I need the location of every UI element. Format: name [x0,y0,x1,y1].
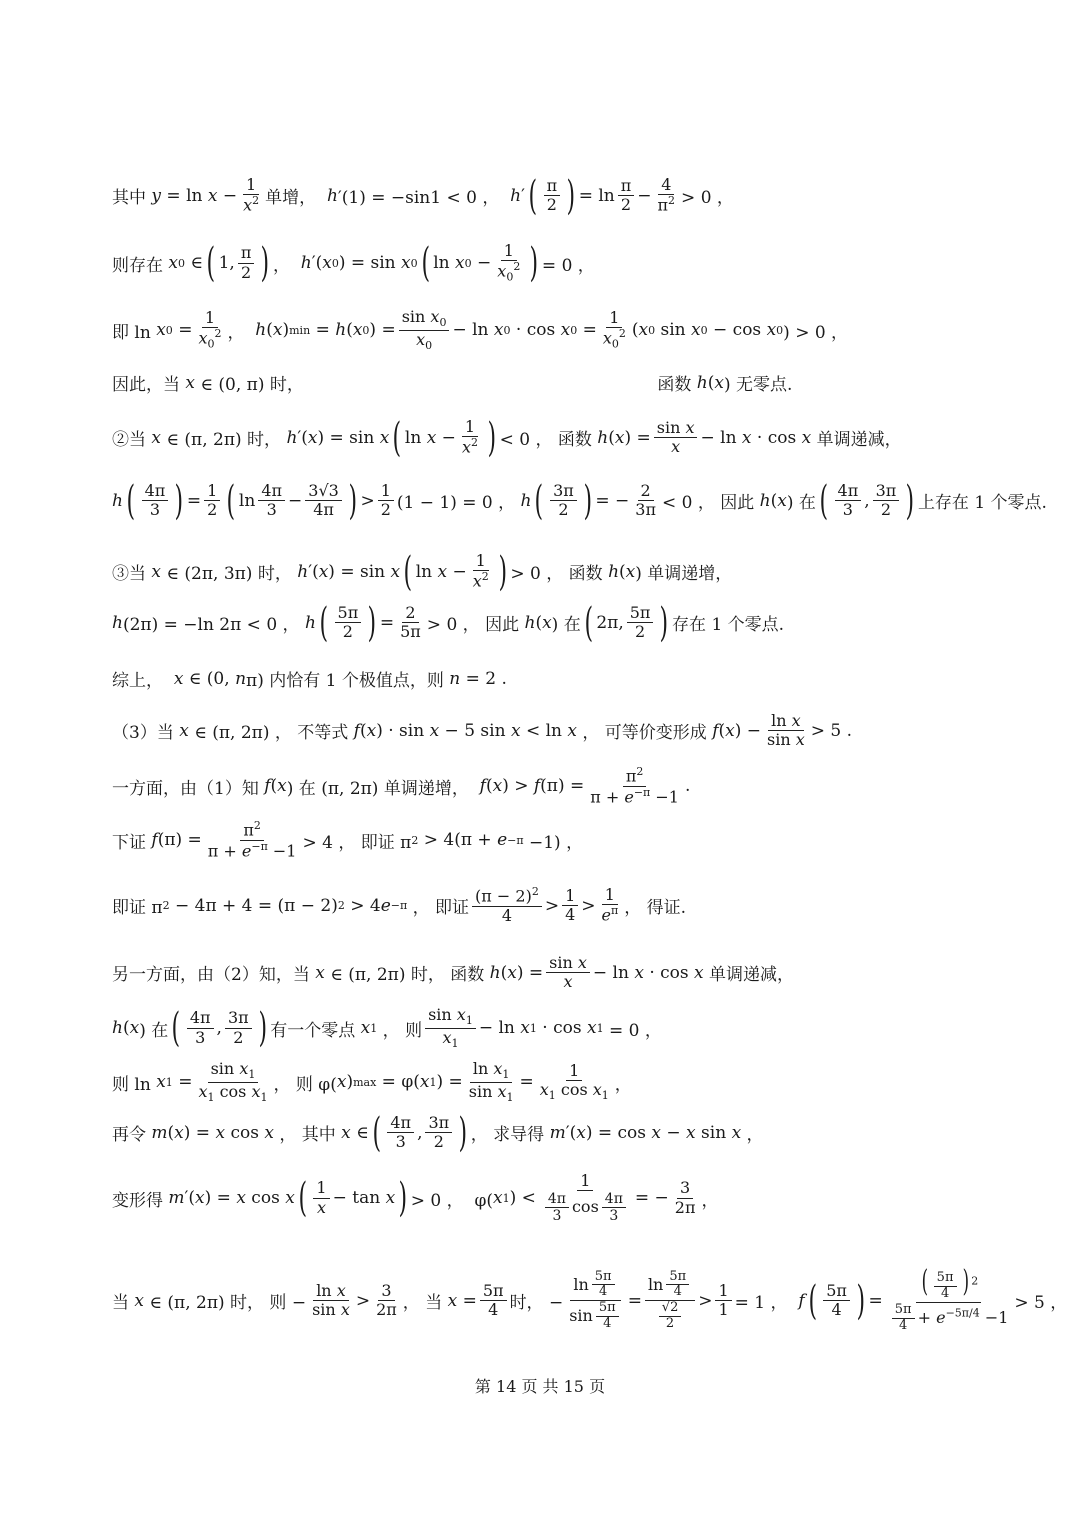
math-line-14: 另一方面，由（2）知，当 x ∈ (π, 2π) 时， 函数 h ( x ) = $\frac{\text{sin x}}{x}$ − ln x · cos x 单调递减， [112,953,795,992]
math-line-10: （3）当 x ∈ (π, 2π) ， 不等式 f ( x ) · sin x − 5 sin x < ln x ， 可等价变形成 f ( x ) − $\frac{\text{ln x}}{\text{sin x}}$ > 5 . [112,711,853,750]
math-line-12: 下证 f (π) = $\frac{\pi^2}{\pi + e^{-\pi} -1}$ > 4 ， 即证 π 2 > 4(π + e −π −1) ， [112,819,584,861]
page-footer: 第 14 页 共 15 页 [474,1377,606,1396]
math-line-15: h ( x ) 在 ( $\frac{4\pi}{3}$ , $\frac{3\pi}{2}$ ) 有一个零点 x 1 ， 则 $\frac{\sin x_1}{x_1}$ − ln x 1 · cos x 1 = 0 ， [112,1005,662,1052]
math-line-11: 一方面，由（1）知 f ( x ) 在 (π, 2π) 单调递增， f ( x ) > f (π) = $\frac{\pi^2}{\pi + e^{-\pi} -1}$ . [112,765,691,807]
math-line-13: 即证 π 2 − 4π + 4 = (π − 2) 2 > 4 e −π ， 即证 $\frac{(\pi - 2)^2}{4}$ > $\frac{1}{4}$ > $\frac{1}{e^\pi}$ ， 得证. [112,885,687,925]
math-line-5: ②当 x ∈ (π, 2π) 时， h ′( x ) = sin x ( ln x − $\frac{1}{x^2}$ ) < 0 ， 函数 h ( x ) = $\frac{\text{sin x}}{x}$ − ln x · cos x 单调递减， [112,414,902,461]
math-line-19: 当 x ∈ (π, 2π) 时， 则 − $\frac{\text{ln x}}{\text{sin x}}$ > $\frac{3}{2\pi}$ ， 当 x = $\frac{5\pi}{4}$ 时， − ln $\frac{5\pi}{4}$ sin $\frac{5\pi}{4}$ = ln $\frac{5\pi}{4}$ $\frac{√2}{2}$ > $\frac{1}{1}$ = 1 ， f ( $\frac{5\pi}{4}$ ) = ( $\frac{5\pi}{4}$ ) $^2$ $\frac{5\pi}{4}$ + $e^{-5\pi/4} -1$ > 5 ， [112,1264,1068,1333]
math-line-3: 即 ln x 0 = $\frac{1}{x_0^2}$ ， h ( x ) min = h ( x 0 ) = $\frac{\sin x_0}{x_0}$ − ln x 0 · cos x 0 = $\frac{1}{x_0^2}$ ( x 0 sin x 0 − cos x 0 ) > 0 ， [112,307,849,353]
math-line-4: 因此，当 x ∈ (0, π) 时， 函数 h ( x ) 无零点. [112,372,793,395]
math-line-16: 则 ln x 1 = $\frac{\sin x_1}{x_1 \cos x_1}$ ， 则 φ( x ) max = φ( x 1 ) = $\frac{\ln x_1}{\sin x_1}$ = $\frac{1}{x_1 \cos x_1}$ ， [112,1059,632,1105]
math-line-17: 再令 m ( x ) = x cos x ， 其中 x ∈ ( $\frac{4\pi}{3}$ , $\frac{3\pi}{2}$ ) ， 求导得 m ′( x ) = cos x − x sin x ， [112,1109,764,1156]
math-line-18: 变形得 m ′( x ) = x cos x ( $\frac{1}{x}$ − tan x ) > 0 ， φ( x 1 ) < 1 $\frac{4\pi}{3}$ cos $\frac{4\pi}{3}$ = − $\frac{3}{2\pi}$ ， [112,1171,719,1225]
math-line-2: 则存在 x 0 ∈ ( 1, $\frac{\pi}{2}$ ) ， h ′( x 0 ) = sin x 0 ( ln x 0 − $\frac{1}{x_0^2}$ ) = 0 ， [112,240,595,287]
math-line-9: 综上， x ∈ (0, n π) 内恰有 1 个极值点，则 n = 2 . [112,668,507,691]
math-line-8: h (2π) = −ln 2π < 0 ， h ( $\frac{5\pi}{2}$ ) = $\frac{2}{5\pi}$ > 0 ， 因此 h ( x ) 在 ( 2π, $\frac{5\pi}{2}$ ) 存在 1 个零点. [112,599,785,646]
math-line-1: 其中 y = ln x − $\frac{1}{x^2}$ 单增， h ′(1) = −sin1 < 0 ， h ′ ( $\frac{\pi}{2}$ ) = ln $\frac{\pi}{2}$ − $\frac{4}{\pi^2}$ > 0 ， [112,172,734,219]
math-line-6: h ( $\frac{4\pi}{3}$ ) = $\frac{1}{2}$ ( ln $\frac{4\pi}{3}$ − $\frac{3√3}{4\pi}$ ) > $\frac{1}{2}$ (1 − 1) = 0 ， h ( $\frac{3\pi}{2}$ ) = − $\frac{2}{3\pi}$ < 0 ， 因此 h ( x ) 在 ( $\frac{4\pi}{3}$ , $\frac{3\pi}{2}$ ) 上存在 1 个零点. [112,477,1047,524]
math-line-7: ③当 x ∈ (2π, 3π) 时， h ′( x ) = sin x ( ln x − $\frac{1}{x^2}$ ) > 0 ， 函数 h ( x ) 单调递增， [112,548,733,595]
